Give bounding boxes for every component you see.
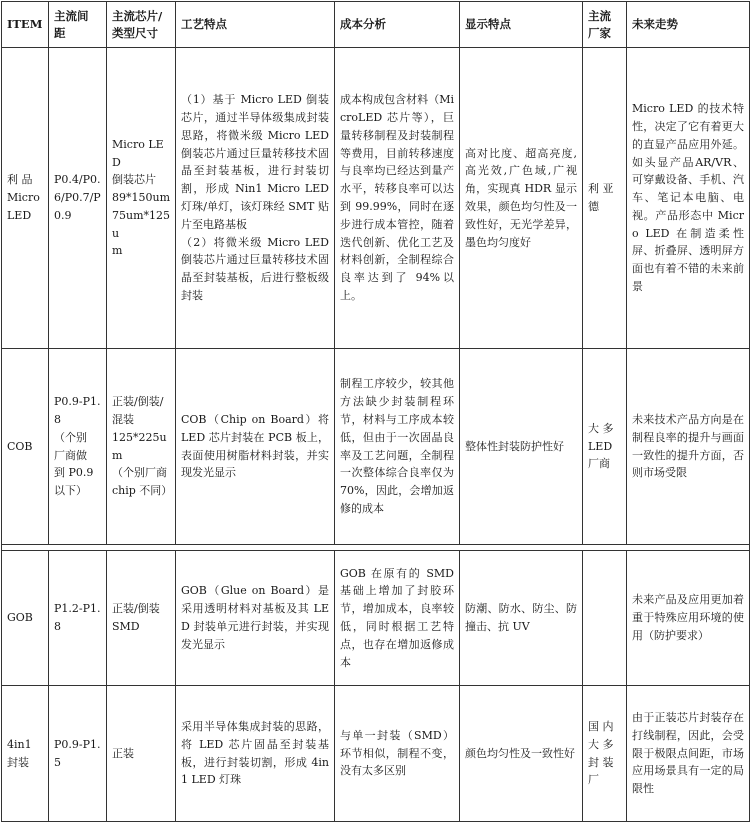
header-pitch: 主流间 距 (49, 2, 107, 48)
cell-process: （1）基于 Micro LED 倒装芯片，通过半导体级集成封装思路，将微米级 Micro LED 倒装芯片通过巨量转移技术固晶至封装基板，进行封装切割，形成 Nin1 Micro LED 灯珠/单灯，该灯珠经 SMT 贴片至电路基板 （2）将微米级 Micro LED 倒装芯片通过巨量转移技术固晶至封装基板，后进行整板级封装 (176, 48, 335, 349)
cell-cost: 成本构成包含材料（MicroLED 芯片等），巨量转移制程及封装制程等费用，目前转移速度与良率均已经达到量产水平，转移良率可以达到 99.99%，同时在逐步进行成本管控，随着迭代创新、优化工艺及材料创新，全制程综合良率达到了 94%以上。 (335, 48, 460, 349)
cell-pitch: P1.2-P1. 8 (49, 551, 107, 686)
led-packaging-comparison-table (1, 1, 750, 822)
header-trend: 未来走势 (627, 2, 750, 48)
table-row-micro-led (2, 48, 750, 349)
header-display: 显示特点 (460, 2, 583, 48)
cell-cost: 与单一封装（SMD）环节相似，制程不变，没有太多区别 (335, 686, 460, 822)
cell-chip: 正装/倒装/ 混装 125*225um （个别厂商 chip 不同） (107, 349, 176, 545)
cell-chip: 正装 (107, 686, 176, 822)
cell-vendor: 大 多 LED 厂商 (583, 349, 627, 545)
cell-cost: GOB 在原有的 SMD 基础上增加了封胶环节，增加成本，良率较低，同时根据工艺特点，也存在增加返修成本 (335, 551, 460, 686)
cell-vendor: 利 亚 德 (583, 48, 627, 349)
header-chip-type: 主流芯片/ 类型尺寸 (107, 2, 176, 48)
cell-display: 整体性封装防护性好 (460, 349, 583, 545)
table-row-gob (2, 551, 750, 686)
cell-process: COB（Chip on Board）将 LED 芯片封装在 PCB 板上，表面使用树脂材料封装，并实现发光显示 (176, 349, 335, 545)
header-row (2, 2, 750, 48)
cell-chip: Micro LED 倒装芯片 89*150um 75um*125u m (107, 48, 176, 349)
header-process: 工艺特点 (176, 2, 335, 48)
cell-pitch: P0.4/P0. 6/P0.7/P 0.9 (49, 48, 107, 349)
cell-trend: 未来产品及应用更加着重于特殊应用环境的使用（防护要求） (627, 551, 750, 686)
cell-process: 采用半导体集成封装的思路，将 LED 芯片固晶至封装基板，进行封装切割，形成 4in1 LED 灯珠 (176, 686, 335, 822)
cell-trend: Micro LED 的技术特性，决定了它有着更大的直显产品应用外延。如头显产品AR/VR、可穿戴设备、手机、汽车、笔记本电脑、电视。产品形态中 Micro LED 在制造柔性屏、折叠屏、透明屏方面也有着不错的未来前景 (627, 48, 750, 349)
header-vendor: 主流 厂家 (583, 2, 627, 48)
cell-vendor: 国 内 大 多 封 装 厂 (583, 686, 627, 822)
table-row-4in1 (2, 686, 750, 822)
cell-display: 防潮、防水、防尘、防撞击、抗 UV (460, 551, 583, 686)
page (0, 1, 750, 837)
header-cost: 成本分析 (335, 2, 460, 48)
cell-trend: 未来技术产品方向是在制程良率的提升与画面一致性的提升方面，否则市场受限 (627, 349, 750, 545)
cell-chip: 正装/倒装 SMD (107, 551, 176, 686)
cell-pitch: P0.9-P1. 8 （个别 厂商做 到 P0.9 以下） (49, 349, 107, 545)
cell-item: GOB (2, 551, 49, 686)
cell-trend: 由于正装芯片封装存在打线制程，因此，会受限于极限点间距，市场应用场景具有一定的局限性 (627, 686, 750, 822)
cell-item: COB (2, 349, 49, 545)
cell-vendor (583, 551, 627, 686)
cell-item: 4in1 封装 (2, 686, 49, 822)
header-item: ITEM (2, 2, 49, 48)
cell-cost: 制程工序较少，较其他方法缺少封装制程环节，材料与工序成本较低，但由于一次固晶良率及工艺问题，全制程一次整体综合良率仅为 70%，因此，会增加返修的成本 (335, 349, 460, 545)
cell-pitch: P0.9-P1. 5 (49, 686, 107, 822)
cell-item: 利 品 Micro LED (2, 48, 49, 349)
cell-display: 颜色均匀性及一致性好 (460, 686, 583, 822)
cell-process: GOB（Glue on Board）是采用透明材料对基板及其 LED 封装单元进行封装，并实现发光显示 (176, 551, 335, 686)
cell-display: 高对比度、超高亮度,高光效,广色域,广视角，实现真 HDR 显示效果，颜色均匀性及一致性好，无光学差异，墨色均匀度好 (460, 48, 583, 349)
table-row-cob (2, 349, 750, 545)
